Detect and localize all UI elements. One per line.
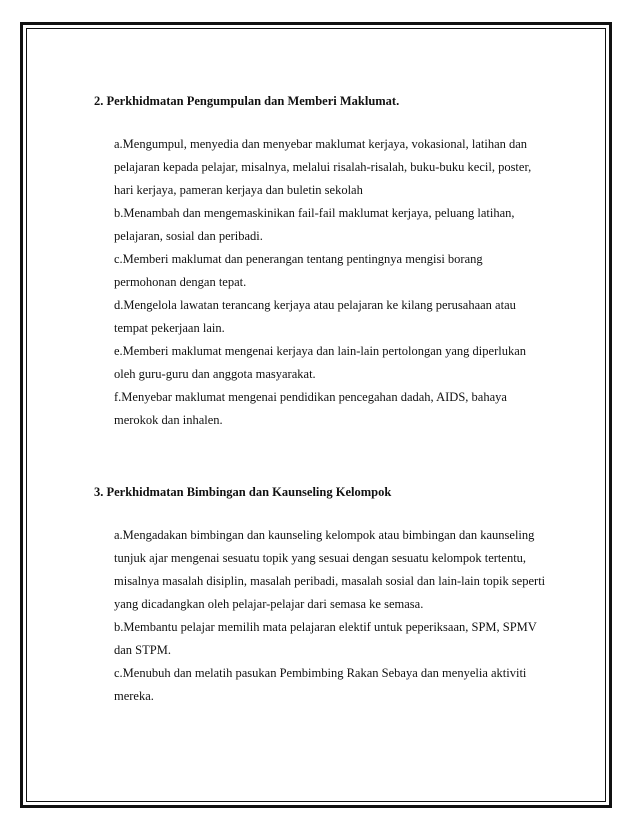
section-2-line: hari kerjaya, pameran kerjaya dan buletin sekolah — [114, 183, 363, 197]
section-2-heading: 2. Perkhidmatan Pengumpulan dan Memberi Maklumat. — [94, 94, 400, 108]
section-3-line: tunjuk ajar mengenai sesuatu topik yang sesuai dengan sesuatu kelompok tertentu, — [114, 551, 527, 565]
section-2-line: merokok dan inhalen. — [114, 413, 223, 427]
section-3-line: misalnya masalah disiplin, masalah peribadi, masalah sosial dan lain-lain topik seperti — [114, 574, 546, 588]
section-2-line: pelajaran kepada pelajar, misalnya, melalui risalah-risalah, buku-buku kecil, poster, — [114, 160, 532, 174]
section-2-line: f.Menyebar maklumat mengenai pendidikan pencegahan dadah, AIDS, bahaya — [114, 390, 507, 404]
section-2-line: d.Mengelola lawatan terancang kerjaya atau pelajaran ke kilang perusahaan atau — [114, 298, 516, 312]
section-2-line: permohonan dengan tepat. — [114, 275, 247, 289]
section-3-line: b.Membantu pelajar memilih mata pelajaran elektif untuk peperiksaan, SPM, SPMV — [114, 620, 537, 634]
section-3-line: mereka. — [114, 689, 154, 703]
section-3-line: yang dicadangkan oleh pelajar-pelajar dari semasa ke semasa. — [114, 597, 424, 611]
section-3-line: dan STPM. — [114, 643, 171, 657]
section-2-line: c.Memberi maklumat dan penerangan tentang pentingnya mengisi borang — [114, 252, 483, 266]
section-2-line: pelajaran, sosial dan peribadi. — [114, 229, 263, 243]
section-2-line: e.Memberi maklumat mengenai kerjaya dan lain-lain pertolongan yang diperlukan — [114, 344, 527, 358]
section-2-line: a.Mengumpul, menyedia dan menyebar maklumat kerjaya, vokasional, latihan dan — [114, 137, 528, 151]
section-3-line: c.Menubuh dan melatih pasukan Pembimbing Rakan Sebaya dan menyelia aktiviti — [114, 666, 527, 680]
section-3-line: a.Mengadakan bimbingan dan kaunseling kelompok atau bimbingan dan kaunseling — [114, 528, 535, 542]
section-2-line: tempat pekerjaan lain. — [114, 321, 225, 335]
section-2-line: oleh guru-guru dan anggota masyarakat. — [114, 367, 316, 381]
section-2-line: b.Menambah dan mengemaskinikan fail-fail maklumat kerjaya, peluang latihan, — [114, 206, 515, 220]
section-3-heading: 3. Perkhidmatan Bimbingan dan Kaunseling Kelompok — [94, 485, 392, 499]
